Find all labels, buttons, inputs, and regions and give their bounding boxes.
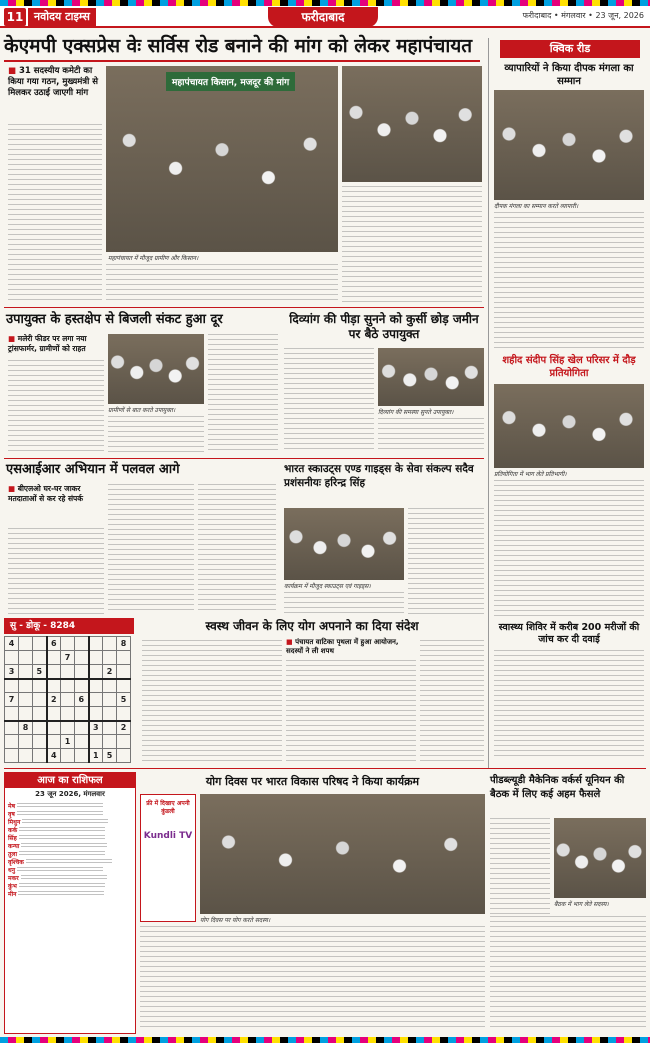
- electric-headline: उपायुक्त के हस्तक्षेप से बिजली संकट हुआ दूर: [6, 312, 223, 327]
- sir-sub-text: बीएलओ घर-घर जाकर मतदाताओं से कर रहे संपर्क: [8, 484, 84, 503]
- zodiac-sign: कुंभ: [8, 883, 132, 891]
- divyang-body-2: [378, 418, 484, 452]
- sudoku-row: [5, 693, 131, 707]
- right-story2-photo: [494, 384, 644, 468]
- yoga2-body: [140, 926, 485, 1030]
- sudoku-cell: [19, 693, 33, 707]
- sir-body-3: [198, 484, 276, 614]
- sudoku-cell: [103, 651, 117, 665]
- right-story1-caption: दीपक मंगला का सम्मान करते व्यापारी।: [494, 203, 579, 210]
- sudoku-cell: [89, 665, 103, 679]
- sudoku-cell: [5, 749, 19, 763]
- kundli-ad-text: फ्री में दिखाए अपनी कुंडली: [146, 800, 190, 815]
- column-divider: [488, 38, 489, 768]
- sudoku-cell: [103, 735, 117, 749]
- sudoku-cell: [75, 721, 89, 735]
- sir-headline: एसआईआर अभियान में पलवल आगे: [6, 462, 180, 477]
- sudoku-cell: 5: [33, 665, 47, 679]
- lead-headline: केएमपी एक्सप्रेस वेः सर्विस रोड बनाने की मांग को लेकर महापंचायत: [4, 35, 473, 57]
- divider: [4, 458, 484, 459]
- sir-sub-headline: [8, 484, 104, 504]
- right-story1-photo: [494, 90, 644, 200]
- sudoku-cell: [75, 735, 89, 749]
- divyang-photo: [378, 348, 484, 406]
- sudoku-cell: [103, 679, 117, 693]
- page-number: 11: [4, 8, 26, 26]
- sudoku-cell: [33, 735, 47, 749]
- zodiac-sign: धनु: [8, 867, 132, 875]
- sudoku-cell: [89, 651, 103, 665]
- sudoku-cell: [103, 721, 117, 735]
- sudoku-cell: 3: [5, 665, 19, 679]
- sudoku-cell: [89, 637, 103, 651]
- sudoku-cell: 6: [47, 637, 61, 651]
- sudoku-cell: [5, 735, 19, 749]
- sudoku-title: सु - डोकू - 8284: [10, 621, 76, 631]
- sudoku-grid: [4, 636, 131, 763]
- electric-body: [8, 360, 104, 452]
- sudoku-cell: [75, 679, 89, 693]
- yoga-sub-text: पंचायत वाटिका पृथला में हुआ आयोजन, सदस्यों ने ली शपथ: [286, 638, 399, 655]
- sudoku-cell: 4: [5, 637, 19, 651]
- sudoku-cell: 2: [47, 693, 61, 707]
- lead-photo-2: [342, 66, 482, 182]
- yoga-body-2: [286, 660, 416, 764]
- sudoku-cell: 1: [61, 735, 75, 749]
- sudoku-cell: [19, 707, 33, 721]
- sudoku-cell: [117, 651, 131, 665]
- right-story3-headline: स्वास्थ्य शिविर में करीब 200 मरीजों की जांच कर दी दवाई: [498, 622, 640, 645]
- zodiac-list: [5, 801, 135, 901]
- lead-body-text-2: [342, 186, 482, 302]
- sudoku-title-bar: [4, 618, 134, 634]
- sudoku-cell: 6: [75, 693, 89, 707]
- yoga-body: [142, 640, 282, 764]
- sudoku-cell: [33, 721, 47, 735]
- quick-read-label: क्विक रीड: [549, 42, 591, 55]
- kundli-ad-brand: Kundli TV: [143, 831, 193, 841]
- sudoku-cell: [19, 679, 33, 693]
- sudoku-cell: [47, 735, 61, 749]
- scouts-body-2: [284, 592, 404, 614]
- sudoku-cell: 2: [103, 665, 117, 679]
- sudoku-cell: [19, 749, 33, 763]
- pwd-body-2: [490, 916, 646, 1030]
- sudoku-row: [5, 651, 131, 665]
- electric-photo: [108, 334, 204, 404]
- right-story1-body: [494, 212, 644, 352]
- zodiac-sign: वृश्चिक: [8, 859, 132, 867]
- yoga-sub-headline: [286, 638, 416, 656]
- sudoku-cell: [47, 651, 61, 665]
- sudoku-cell: 8: [19, 721, 33, 735]
- lead-body-text: [8, 124, 102, 304]
- sudoku-cell: [5, 707, 19, 721]
- color-registration-strip-bottom: [0, 1037, 650, 1043]
- sudoku-cell: [47, 721, 61, 735]
- sudoku-cell: [103, 637, 117, 651]
- yoga2-caption: योग दिवस पर योग करते सदस्य।: [200, 917, 271, 924]
- sudoku-cell: [33, 651, 47, 665]
- electric-sub-text: मलेरी फीडर पर लगा नया ट्रांसफार्मर, ग्रामीणों को राहत: [8, 334, 87, 353]
- right-story1-headline: व्यापारियों ने किया दीपक मंगला का सम्मान: [504, 63, 634, 87]
- lead-photo: [106, 66, 338, 252]
- sudoku-cell: [89, 707, 103, 721]
- sudoku-row: [5, 665, 131, 679]
- pwd-photo: [554, 818, 646, 898]
- electric-body-3: [208, 334, 278, 452]
- sudoku-cell: 5: [103, 749, 117, 763]
- city-label: फरीदाबाद: [268, 7, 378, 27]
- sudoku-cell: [5, 651, 19, 665]
- sudoku-cell: [75, 749, 89, 763]
- electric-body-2: [108, 416, 204, 452]
- sudoku-cell: [61, 693, 75, 707]
- sudoku-cell: 3: [89, 721, 103, 735]
- electric-caption: ग्रामीणों से बात करते उपायुक्त।: [108, 407, 176, 414]
- zodiac-sign: तुला: [8, 851, 132, 859]
- yoga2-photo: [200, 794, 485, 914]
- yoga-body-3: [420, 640, 484, 764]
- sudoku-cell: [117, 749, 131, 763]
- sudoku-row: [5, 637, 131, 651]
- electric-sub-headline: [8, 334, 104, 354]
- sudoku-cell: [103, 693, 117, 707]
- sudoku-cell: [89, 735, 103, 749]
- scouts-caption: कार्यक्रम में मौजूद स्काउट्स एवं गाइड्स।: [284, 583, 371, 590]
- sudoku-row: [5, 735, 131, 749]
- sudoku-cell: [61, 665, 75, 679]
- divyang-headline: दिव्यांग की पीड़ा सुनने को कुर्सी छोड़ जमीन पर बैठे उपायुक्त: [289, 312, 479, 341]
- sudoku-cell: [61, 721, 75, 735]
- sudoku-cell: [117, 665, 131, 679]
- sudoku-row: [5, 721, 131, 735]
- zodiac-sign: कर्क: [8, 827, 132, 835]
- sudoku-cell: 4: [47, 749, 61, 763]
- sudoku-row: [5, 707, 131, 721]
- sudoku-cell: [19, 665, 33, 679]
- rashifal-date: 23 जून 2026, मंगलवार: [35, 790, 105, 798]
- sudoku-cell: 8: [117, 637, 131, 651]
- sudoku-cell: [33, 637, 47, 651]
- sudoku-row: [5, 679, 131, 693]
- scouts-headline: भारत स्काउट्स एण्ड गाइड्स के सेवा संकल्प सदैव प्रशंसनीयः हरिन्द्र सिंह: [284, 463, 474, 489]
- sir-body: [8, 528, 104, 614]
- sudoku-cell: 1: [89, 749, 103, 763]
- lead-sub-headline: [8, 66, 102, 99]
- right-story2-caption: प्रतियोगिता में भाग लेते प्रतिभागी।: [494, 471, 567, 478]
- sudoku-cell: 7: [5, 693, 19, 707]
- sudoku-cell: [117, 679, 131, 693]
- sudoku-cell: 5: [117, 693, 131, 707]
- sudoku-cell: [75, 651, 89, 665]
- sudoku-cell: 2: [117, 721, 131, 735]
- zodiac-sign: मिथुन: [8, 819, 132, 827]
- sudoku-cell: [19, 637, 33, 651]
- sudoku-cell: [47, 679, 61, 693]
- sudoku-cell: [75, 637, 89, 651]
- sudoku-cell: [75, 665, 89, 679]
- right-story2-body: [494, 480, 644, 620]
- divider: [4, 307, 484, 308]
- zodiac-sign: वृष: [8, 811, 132, 819]
- sudoku-cell: [33, 693, 47, 707]
- zodiac-sign: मकर: [8, 875, 132, 883]
- sudoku-cell: [89, 693, 103, 707]
- photo-banner: महापंचायत किसान, मजदूर की मांग: [166, 72, 295, 91]
- sudoku-cell: [47, 665, 61, 679]
- sudoku-cell: [5, 721, 19, 735]
- zodiac-sign: कन्या: [8, 843, 132, 851]
- sudoku-cell: [117, 735, 131, 749]
- sir-body-2: [108, 484, 194, 614]
- sudoku-cell: [117, 707, 131, 721]
- divyang-body: [284, 348, 374, 452]
- scouts-body: [408, 508, 484, 614]
- sudoku-cell: [19, 735, 33, 749]
- sudoku-cell: [61, 749, 75, 763]
- paper-name: नवोदय टाइम्स: [28, 8, 96, 26]
- sudoku-cell: [61, 707, 75, 721]
- sudoku-cell: [33, 749, 47, 763]
- zodiac-sign: मीन: [8, 891, 132, 899]
- dateline: फरीदाबाद • मंगलवार • 23 जून, 2026: [522, 11, 644, 20]
- sudoku-cell: [47, 707, 61, 721]
- divider: [4, 768, 646, 769]
- yoga2-headline: योग दिवस पर भारत विकास परिषद ने किया कार्यक्रम: [205, 775, 420, 788]
- sudoku-cell: [19, 651, 33, 665]
- sudoku-cell: [33, 707, 47, 721]
- pwd-body: [490, 818, 550, 914]
- yoga-headline: स्वस्थ जीवन के लिए योग अपनाने का दिया संदेश: [205, 619, 419, 633]
- sudoku-cell: [103, 707, 117, 721]
- sudoku-cell: [61, 679, 75, 693]
- zodiac-sign: मेष: [8, 803, 132, 811]
- lead-photo-caption: महापंचायत में मौजूद ग्रामीण और किसान।: [108, 255, 199, 262]
- quick-read-kicker: [500, 40, 640, 58]
- lead-sub-text: 31 सदस्यीय कमेटी का किया गया गठन, मुख्यमंत्री से मिलकर उठाई जाएगी मांग: [8, 66, 98, 98]
- rashifal-title: आज का राशिफल: [5, 773, 135, 788]
- right-story3-body: [494, 650, 644, 760]
- sudoku-row: [5, 749, 131, 763]
- sudoku-cell: [5, 679, 19, 693]
- sudoku-cell: [33, 679, 47, 693]
- pwd-caption: बैठक में भाग लेते सदस्य।: [554, 901, 609, 908]
- rashifal-box: [4, 772, 136, 1034]
- divyang-caption: दिव्यांग की समस्या सुनते उपायुक्त।: [378, 409, 454, 416]
- sudoku-cell: [75, 707, 89, 721]
- sudoku-cell: 7: [61, 651, 75, 665]
- scouts-photo: [284, 508, 404, 580]
- kundli-ad-panel[interactable]: [140, 794, 196, 922]
- sudoku-cell: [89, 679, 103, 693]
- lead-body-text-3: [106, 264, 338, 304]
- zodiac-sign: सिंह: [8, 835, 132, 843]
- pwd-headline: पीडब्ल्यूडी मैकेनिक वर्कर्स यूनियन की बैठक में लिए कई अहम फैसले: [490, 775, 625, 800]
- sudoku-cell: [61, 637, 75, 651]
- divider: [4, 60, 480, 62]
- right-story2-headline: शहीद संदीप सिंह खेल परिसर में दौड़ प्रतियोगिता: [502, 355, 636, 379]
